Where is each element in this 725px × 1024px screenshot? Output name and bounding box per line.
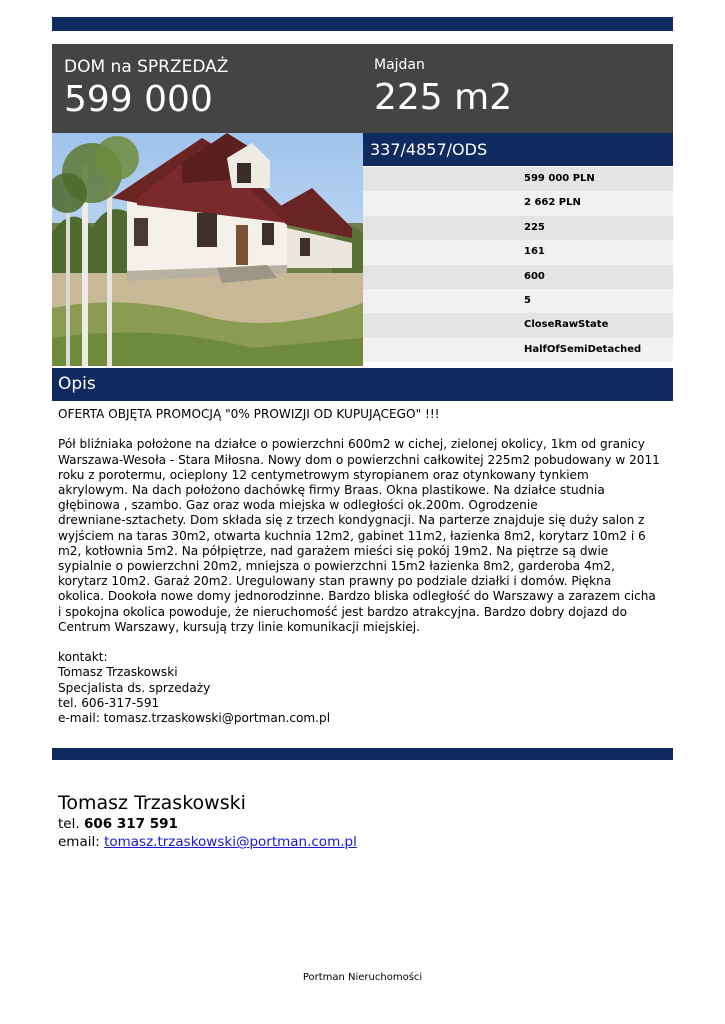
description-line: roku z porotermu, ocieplony 12 centymetrowym styropianem oraz otynkowany tynkiem xyxy=(58,467,589,482)
description-line: wyjściem na taras 30m2, otwarta kuchnia 12m2, gabinet 11m2, łazienka 8m2, korytarz 10m2 i 6 xyxy=(58,528,646,543)
description-line: korytarz 10m2. Garaż 20m2. Uregulowany stan prawny po podziale działki i domów. Piękna xyxy=(58,574,612,589)
listing-header xyxy=(52,44,673,133)
promo-text: OFERTA OBJĘTA PROMOCJĄ "0% PROWIZJI OD KUPUJĄCEGO" !!! xyxy=(58,407,440,421)
contact-line: Specjalista ds. sprzedaży xyxy=(58,680,211,695)
contact-line: kontakt: xyxy=(58,650,108,665)
detail-value: 600 xyxy=(524,270,545,282)
agent-phone-number: 606 317 591 xyxy=(83,816,178,832)
agent-card xyxy=(58,791,357,851)
reference-number: 337/4857/ODS xyxy=(363,133,673,166)
detail-value: CloseRawState xyxy=(524,319,609,331)
detail-value: 161 xyxy=(524,246,545,258)
description-body xyxy=(58,437,670,635)
detail-value: 2 662 PLN xyxy=(524,197,581,209)
header-right xyxy=(374,56,512,120)
detail-row-building-type xyxy=(363,338,673,362)
bottom-accent-bar xyxy=(52,748,673,760)
description-line: i spokojna okolica powoduje, że nieruchomość jest bardzo atrakcyjna. Bardzo dobry dojazd do xyxy=(58,604,627,619)
detail-row-plot-area xyxy=(363,265,673,289)
agent-email xyxy=(58,833,357,851)
listing-price: 599 000 xyxy=(64,79,213,120)
description-line: Centrum Warszawy, kursują trzy linie komunikacji miejskiej. xyxy=(58,619,420,634)
detail-row-usable-area xyxy=(363,240,673,264)
description-line: okolica. Dookoła nowe domy jednorodzinne. Bardzo bliska odległość do Warszawy a zarazem cicha xyxy=(58,589,656,604)
detail-value: 225 xyxy=(524,221,545,233)
contact-line: Tomasz Trzaskowski xyxy=(58,665,178,680)
detail-row-price-per-m2 xyxy=(363,191,673,215)
agent-phone xyxy=(58,815,357,833)
listing-area: 225 m2 xyxy=(374,77,513,118)
agent-email-link[interactable]: tomasz.trzaskowski@portman.com.pl xyxy=(104,834,357,850)
description-line: akrylowym. Na dach położono dachówkę firmy Braas. Okna plastikowe. Na działce studnia xyxy=(58,483,605,497)
description-section-title: Opis xyxy=(52,368,673,401)
contact-line: tel. 606-317-591 xyxy=(58,695,160,710)
description-line: m2, kotłownia 5m2. Na półpiętrze, nad garażem mieści się pokój 19m2. Na piętrze są dwie xyxy=(58,543,609,558)
description-text xyxy=(58,407,670,741)
agent-phone-label: tel. xyxy=(58,816,80,832)
header-left xyxy=(64,56,228,122)
listing-type: DOM na SPRZEDAŻ xyxy=(64,57,229,77)
contact-line: e-mail: tomasz.trzaskowski@portman.com.pl xyxy=(58,711,331,726)
detail-value: HalfOfSemiDetached xyxy=(524,343,642,355)
property-photo xyxy=(52,133,363,366)
detail-row-rooms xyxy=(363,289,673,313)
description-contact xyxy=(58,650,670,726)
description-line: sypialnie o powierzchni 20m2, mniejsza o powierzchni 15m2 łazienka 8m2, garderoba 4m2, xyxy=(58,559,615,574)
detail-row-state xyxy=(363,313,673,337)
description-line: drewniane-sztachety. Dom składa się z trzech kondygnacji. Na parterze znajduje się duży salon z xyxy=(58,513,645,528)
agent-email-label: email: xyxy=(58,834,100,850)
detail-row-area xyxy=(363,216,673,240)
description-line: Pół bliźniaka położone na działce o powierzchni 600m2 w cichej, zielonej okolicy, 1km od granicy xyxy=(58,437,645,452)
house-photo-image xyxy=(52,133,363,366)
detail-row-price xyxy=(363,167,673,191)
agent-name: Tomasz Trzaskowski xyxy=(58,792,246,814)
description-line: głębinowa , szambo. Gaz oraz woda miejska w odległości ok.200m. Ogrodzenie xyxy=(58,498,538,513)
detail-value: 599 000 PLN xyxy=(524,173,595,184)
top-accent-bar xyxy=(52,17,673,31)
description-line: Warszawa-Wesoła - Stara Miłosna. Nowy dom o powierzchni całkowitej 225m2 pobudowany w 2011 xyxy=(58,452,660,467)
detail-value: 5 xyxy=(524,294,531,306)
footer-company: Portman Nieruchomości xyxy=(302,972,423,983)
details-table xyxy=(363,167,673,362)
listing-location: Majdan xyxy=(374,57,425,73)
